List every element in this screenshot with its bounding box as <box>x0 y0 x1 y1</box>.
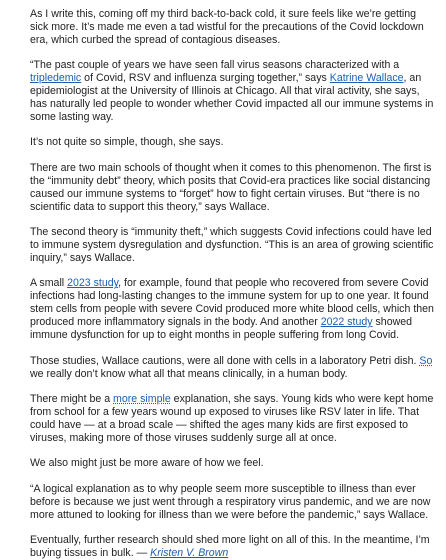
paragraph-3: It’s not quite so simple, though, she says. <box>30 136 224 149</box>
paragraph-7-text-a: Those studies, Wallace cautions, were all done with cells in a laboratory Petri dish. <box>30 354 420 367</box>
paragraph-8-text-a: There might be a <box>30 393 114 405</box>
study-2022-link[interactable]: 2022 study <box>320 316 373 329</box>
paragraph-11-text-a: Eventually, further research should shed more light on all of this. In the meantime, I’m buying tissues in bulk. — <box>30 534 430 559</box>
paragraph-7 <box>30 355 436 381</box>
paragraph-2-text-a: “The past couple of years we have seen fall virus seasons characterized with a <box>30 59 400 72</box>
paragraph-1: As I write this, coming off my third back-to-back cold, it sure feels like we’re getting sick more. It’s made me even a tad wistful for the precautions of the Covid lockdown era, which curbed the spread of contagious diseases. <box>30 8 424 46</box>
so-link[interactable]: So <box>419 354 433 367</box>
paragraph-9: We also might just be more aware of how we feel. <box>30 457 264 470</box>
paragraph-6-text-a: A small <box>30 277 68 290</box>
tripledemic-link[interactable]: tripledemic <box>30 72 82 85</box>
paragraph-8-text-b: explanation, she says. Young kids who were kept home from school for a few years wound up exposed to viruses like RSV later in life. That could have — at a broad scale — shifted the ages many kids are first exposed to viruses, making more of those viruses suddenly surge all at once. <box>30 393 434 444</box>
paragraph-6-text-b: , for example, found that people who recovered from severe Covid infections had long-lasting changes to the immune system for up to one year. It found stem cells from people with severe Covid produced more white blood cells, which then produced more inflammatory signals in the body. And another <box>30 277 434 329</box>
paragraph-8 <box>30 393 436 445</box>
paragraph-10: “A logical explanation as to why people seem more susceptible to illness than ever before is because we just went through a respiratory virus pandemic, and we are now more attuned to looking for illness than we were before the pandemic,” says Wallace. <box>30 482 431 521</box>
paragraph-2-text-c: , an epidemiologist at the University of Illinois at Chicago. All that viral activity, she says, has naturally led people to wonder whether Covid impacted all our immune systems in some lasting way. <box>30 72 434 123</box>
paragraph-5: The second theory is “immunity theft,” which suggests Covid infections could have led to immune system dysregulation and dysfunction. “This is an area of growing scientific inquiry,” says Wallace. <box>30 226 434 264</box>
study-2023-link[interactable]: 2023 study <box>67 277 119 290</box>
paragraph-7-text-b: we really don’t know what all that means clinically, in a human body. <box>30 367 348 380</box>
paragraph-6 <box>30 277 436 342</box>
paragraph-11 <box>30 534 436 560</box>
paragraph-4: There are two main schools of thought when it comes to this phenomenon. The first is the “immunity debt” theory, which posits that Covid-era practices like social distancing caused our immune systems to “forget” how to fight certain viruses. But “there is no scientific data to support this theory,” says Wallace. <box>30 161 432 213</box>
katrine-wallace-link[interactable]: Katrine Wallace <box>329 72 404 85</box>
author-byline-link[interactable]: Kristen V. Brown <box>150 546 229 559</box>
paragraph-6-text-c: showed immune dysfunction for up to eight months in people suffering from long Covid. <box>30 316 413 342</box>
more-simple-link[interactable]: more simple <box>113 393 171 405</box>
paragraph-2-text-b: of Covid, RSV and influenza surging together,” says <box>81 72 330 85</box>
paragraph-2 <box>30 59 436 124</box>
